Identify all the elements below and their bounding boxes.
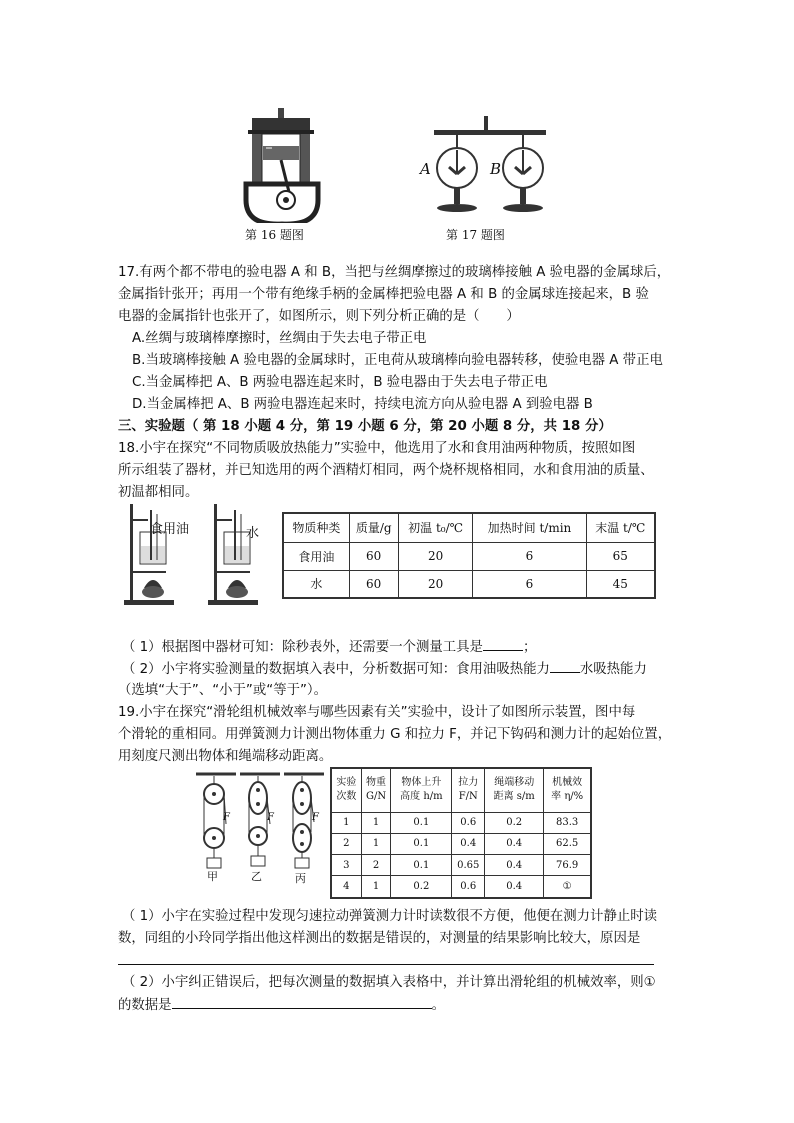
header-line: 物重 bbox=[366, 777, 387, 789]
fig17-label-a: A bbox=[420, 160, 431, 178]
q17-line-1: 17.有两个都不带电的验电器 A 和 B，当把与丝绸摩擦过的玻璃棒接触 A 验电器的金属球后， bbox=[118, 265, 671, 280]
q19-sub1-answer-line[interactable] bbox=[118, 964, 654, 965]
table-cell: 0.1 bbox=[391, 833, 452, 854]
table-cell: 0.2 bbox=[485, 812, 544, 833]
table-cell: 0.6 bbox=[452, 876, 485, 898]
table-cell: 0.4 bbox=[485, 876, 544, 898]
fig16-diagram bbox=[238, 108, 328, 223]
heating-setup-diagram bbox=[122, 502, 272, 608]
q19-header-cell bbox=[544, 768, 591, 812]
table-cell: 0.1 bbox=[391, 812, 452, 833]
fig16-caption: 第 16 题图 bbox=[245, 228, 304, 242]
q19-sub2-line-1: （ 2）小宇纠正错误后，把每次测量的数据填入表格中，并计算出滑轮组的机械效率，则① bbox=[122, 975, 656, 990]
q19-sub2-blank[interactable] bbox=[172, 994, 432, 1009]
q19-header-cell bbox=[391, 768, 452, 812]
pulley-force-label-3: F bbox=[312, 812, 319, 823]
header-line: F/N bbox=[458, 791, 478, 803]
q19-sub1-line-1: （ 1）小宇在实验过程中发现匀速拉动弹簧测力计时读数很不方便，他便在测力计静止时读 bbox=[122, 909, 658, 924]
table-cell: 0.4 bbox=[485, 855, 544, 876]
q18-sub1-text: （ 1）根据图中器材可知：除秒表外，还需要一个测量工具是 bbox=[122, 640, 483, 655]
header-line: 实验 bbox=[336, 777, 357, 789]
table-cell: 20 bbox=[398, 570, 473, 598]
engine-drawing bbox=[238, 108, 328, 223]
q18-line-2: 所示组装了器材，并已知选用的两个酒精灯相同，两个烧杯规格相同，水和食用油的质量、 bbox=[118, 463, 654, 478]
q18-sub2 bbox=[122, 658, 647, 681]
table-cell: 76.9 bbox=[544, 855, 591, 876]
header-line: 率 η/% bbox=[551, 791, 584, 803]
q17-option-b: B.当玻璃棒接触 A 验电器的金属球时，正电荷从玻璃棒向验电器转移，使验电器 A 带正电 bbox=[132, 353, 663, 368]
table-row bbox=[283, 570, 655, 598]
q18-sub1 bbox=[122, 636, 536, 659]
header-line: 绳端移动 bbox=[494, 777, 535, 789]
header-line: G/N bbox=[365, 791, 387, 803]
q18-line-3: 初温都相同。 bbox=[118, 485, 199, 500]
fig17-diagram bbox=[418, 116, 558, 221]
header-line: 次数 bbox=[336, 791, 357, 803]
table-cell: 2 bbox=[331, 833, 361, 854]
table-cell: 1 bbox=[361, 876, 391, 898]
q18-header-cell: 末温 t/℃ bbox=[586, 513, 655, 542]
table-cell: 62.5 bbox=[544, 833, 591, 854]
table-cell: 65 bbox=[586, 542, 655, 570]
heating-setup-drawing bbox=[122, 502, 272, 608]
table-row bbox=[331, 876, 591, 898]
q19-header-cell bbox=[361, 768, 391, 812]
table-cell: 0.65 bbox=[452, 855, 485, 876]
electroscopes-drawing bbox=[418, 116, 558, 221]
q18-header-cell: 质量/g bbox=[349, 513, 398, 542]
q19-line-3: 用刻度尺测出物体和绳端移动距离。 bbox=[118, 749, 333, 764]
q19-header-cell bbox=[485, 768, 544, 812]
table-cell: ① bbox=[544, 876, 591, 898]
q19-line-2: 个滑轮的重相同。用弹簧测力计测出物体重力 G 和拉力 F，并记下钩码和测力计的起始位置， bbox=[118, 727, 672, 742]
table-cell: 6 bbox=[473, 542, 586, 570]
table-cell: 20 bbox=[398, 542, 473, 570]
pulley-force-label-1: F bbox=[223, 812, 230, 823]
header-line: 拉力 bbox=[458, 777, 479, 789]
table-row bbox=[331, 855, 591, 876]
q17-line-2: 金属指针张开；再用一个带有绝缘手柄的金属棒把验电器 A 和 B 的金属球连接起来，B 验 bbox=[118, 287, 649, 302]
table-cell: 45 bbox=[586, 570, 655, 598]
table-cell: 1 bbox=[361, 833, 391, 854]
fig17-label-b: B bbox=[490, 160, 502, 178]
table-cell: 0.1 bbox=[391, 855, 452, 876]
q19-header-cell bbox=[331, 768, 361, 812]
q19-sub1-line-2: 数，同组的小玲同学指出他这样测出的数据是错误的，对测量的结果影响比较大，原因是 bbox=[118, 931, 641, 946]
table-cell: 60 bbox=[349, 570, 398, 598]
table-cell: 水 bbox=[283, 570, 349, 598]
q18-header-cell: 加热时间 t/min bbox=[473, 513, 586, 542]
q18-line-1: 18.小宇在探究“不同物质吸放热能力”实验中，他选用了水和食用油两种物质，按照如图 bbox=[118, 441, 636, 456]
pulley-label-jia: 甲 bbox=[207, 870, 218, 883]
beaker-oil-label: 食用油 bbox=[150, 522, 190, 537]
q18-header-cell: 物质种类 bbox=[283, 513, 349, 542]
table-cell: 0.4 bbox=[452, 833, 485, 854]
q18-data-table bbox=[282, 512, 656, 599]
q19-header-cell bbox=[452, 768, 485, 812]
table-cell: 食用油 bbox=[283, 542, 349, 570]
q19-line-1: 19.小宇在探究“滑轮组机械效率与哪些因素有关”实验中，设计了如图所示装置，图中每 bbox=[118, 705, 636, 720]
q17-option-a: A.丝绸与玻璃棒摩擦时，丝绸由于失去电子带正电 bbox=[132, 331, 427, 346]
q19-sub2-text: 的数据是 bbox=[118, 998, 172, 1013]
table-cell: 1 bbox=[331, 812, 361, 833]
header-line: 高度 h/m bbox=[400, 791, 443, 803]
q17-option-c: C.当金属棒把 A、B 两验电器连起来时，B 验电器由于失去电子带正电 bbox=[132, 375, 548, 390]
section-3-title: 三、实验题（ 第 18 小题 4 分，第 19 小题 6 分，第 20 小题 8 分，共 18 分） bbox=[118, 419, 612, 434]
q19-data-table bbox=[330, 767, 592, 899]
table-cell: 60 bbox=[349, 542, 398, 570]
table-row bbox=[283, 542, 655, 570]
header-line: 机械效 bbox=[552, 777, 583, 789]
table-cell: 1 bbox=[361, 812, 391, 833]
q18-sub1-end: ； bbox=[522, 640, 537, 655]
q18-sub2-line-2: （选填“大于”、“小于”或“等于”）。 bbox=[118, 683, 328, 698]
header-line: 物体上升 bbox=[401, 777, 442, 789]
table-cell: 4 bbox=[331, 876, 361, 898]
q18-sub2-blank[interactable] bbox=[550, 658, 580, 673]
pulley-force-label-2: F bbox=[267, 812, 274, 823]
q19-sub2-line-2 bbox=[118, 994, 445, 1017]
table-row bbox=[331, 812, 591, 833]
pulley-label-yi: 乙 bbox=[251, 870, 262, 883]
table-cell: 83.3 bbox=[544, 812, 591, 833]
q18-sub1-blank[interactable] bbox=[483, 636, 523, 651]
fig17-caption: 第 17 题图 bbox=[446, 228, 505, 242]
table-cell: 2 bbox=[361, 855, 391, 876]
table-row bbox=[331, 833, 591, 854]
q18-sub2-text-a: （ 2）小宇将实验测量的数据填入表中，分析数据可知：食用油吸热能力 bbox=[122, 662, 550, 677]
table-cell: 0.6 bbox=[452, 812, 485, 833]
table-cell: 6 bbox=[473, 570, 586, 598]
q18-sub2-text-b: 水吸热能力 bbox=[579, 662, 647, 677]
q19-sub2-end: 。 bbox=[431, 998, 445, 1013]
beaker-water-label: 水 bbox=[246, 526, 260, 541]
table-cell: 0.2 bbox=[391, 876, 452, 898]
q17-line-3: 电器的金属指针也张开了，如图所示，则下列分析正确的是（ ） bbox=[118, 309, 520, 324]
q17-option-d: D.当金属棒把 A、B 两验电器连起来时，持续电流方向从验电器 A 到验电器 B bbox=[132, 397, 593, 412]
pulley-label-bing: 丙 bbox=[295, 872, 306, 885]
table-cell: 3 bbox=[331, 855, 361, 876]
header-line: 距离 s/m bbox=[493, 791, 535, 803]
q18-header-cell: 初温 t₀/℃ bbox=[398, 513, 473, 542]
table-cell: 0.4 bbox=[485, 833, 544, 854]
